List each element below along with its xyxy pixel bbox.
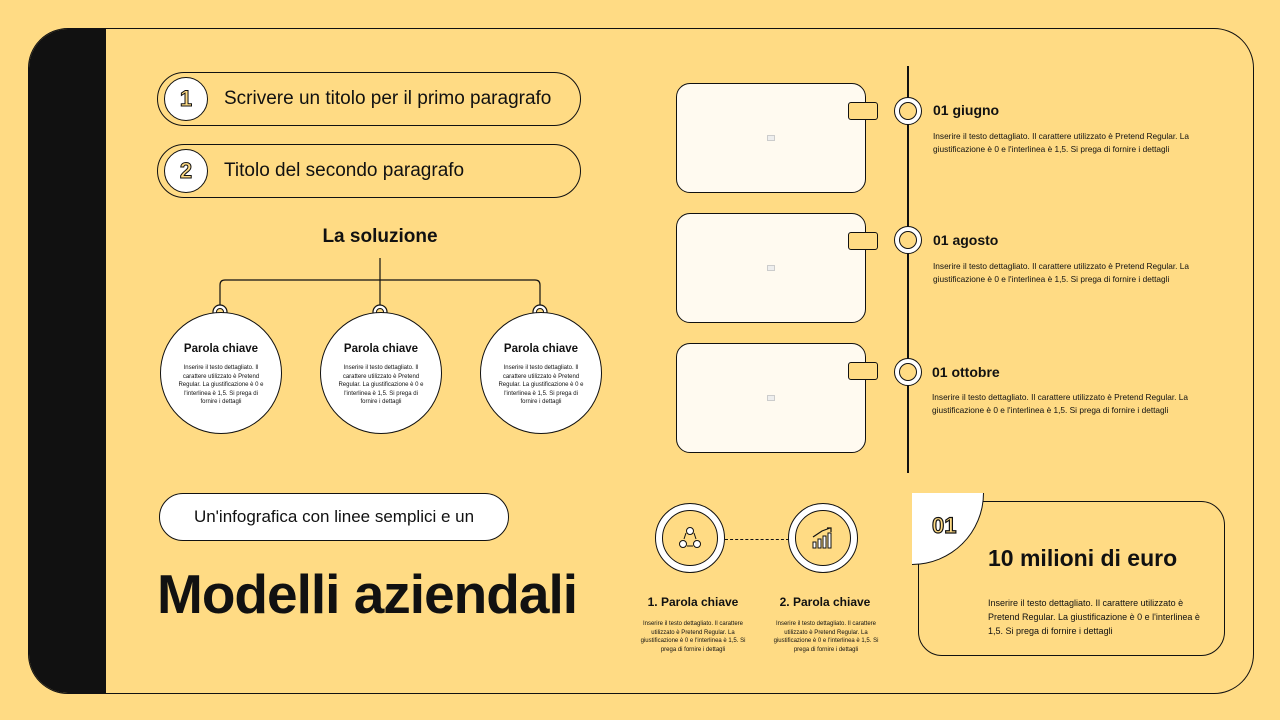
stat-number: 01 [932, 513, 957, 538]
stat-text: Inserire il testo dettagliato. Il carattere utilizzato è Pretend Regular. La giustificazione è 0 e l'interlinea è 1,5. Si prega di fornire i dettagli [988, 598, 1200, 636]
timeline-date-2: 01 agosto [933, 232, 999, 248]
growth-chart-icon [810, 525, 836, 551]
timeline-tab [848, 102, 878, 120]
solution-circle-3 [480, 312, 602, 434]
solution-item-text: Inserire il testo dettagliato. Il carattere utilizzato è Pretend Regular. La giustificazione è 0 e l'interlinea è 1,5. Si prega di fornire i dettagli [178, 365, 264, 405]
keyword-text-1: Inserire il testo dettagliato. Il carattere utilizzato è Pretend Regular. La giustificazione è 0 e l'interlinea è 1,5. Si prega di fornire i dettagli [640, 621, 746, 653]
timeline-tab [848, 232, 878, 250]
keyword-circle-1 [655, 503, 725, 573]
solution-item-title: Parola chiave [183, 343, 259, 355]
step-number-1: 1 [164, 77, 208, 121]
timeline-text-2: Inserire il testo dettagliato. Il carattere utilizzato è Pretend Regular. La giustificazione è 0 e l'interlinea è 1,5. Si prega di fornire i dettagli [933, 261, 1189, 284]
keyword-circle-2 [788, 503, 858, 573]
timeline-text-1: Inserire il testo dettagliato. Il carattere utilizzato è Pretend Regular. La giustificazione è 0 e l'interlinea è 1,5. Si prega di fornire i dettagli [933, 131, 1189, 154]
money-cycle-icon [677, 525, 703, 551]
image-icon [767, 135, 775, 141]
timeline-text-3: Inserire il testo dettagliato. Il carattere utilizzato è Pretend Regular. La giustificazione è 0 e l'interlinea è 1,5. Si prega di fornire i dettagli [932, 392, 1188, 415]
keyword-title-2: 2. Parola chiave [779, 595, 871, 609]
timeline-tab [848, 362, 878, 380]
page-title: Modelli aziendali [157, 563, 578, 625]
step-pill-1 [157, 72, 581, 126]
image-placeholder-1 [676, 83, 866, 193]
timeline-date-1: 01 giugno [933, 102, 1000, 118]
black-spine [29, 29, 106, 693]
keyword-connector [725, 539, 789, 540]
subtitle-pill: Un'infografica con linee semplici e un [159, 493, 509, 541]
image-placeholder-3 [676, 343, 866, 453]
solution-item-title: Parola chiave [343, 343, 419, 355]
timeline-date-3: 01 ottobre [932, 364, 1000, 380]
timeline-dot [894, 226, 922, 254]
step-label-1: Scrivere un titolo per il primo paragrafo [224, 88, 552, 109]
solution-circle-2 [320, 312, 442, 434]
image-icon [767, 395, 775, 401]
step-pill-2 [157, 144, 581, 198]
timeline-line [907, 66, 909, 473]
solution-title: La soluzione [322, 226, 438, 247]
solution-circle-1 [160, 312, 282, 434]
step-number-2: 2 [164, 149, 208, 193]
image-placeholder-2 [676, 213, 866, 323]
keyword-text-2: Inserire il testo dettagliato. Il carattere utilizzato è Pretend Regular. La giustificazione è 0 e l'interlinea è 1,5. Si prega di fornire i dettagli [773, 621, 879, 653]
solution-item-text: Inserire il testo dettagliato. Il carattere utilizzato è Pretend Regular. La giustificazione è 0 e l'interlinea è 1,5. Si prega di fornire i dettagli [338, 365, 424, 405]
timeline-dot [894, 97, 922, 125]
solution-item-text: Inserire il testo dettagliato. Il carattere utilizzato è Pretend Regular. La giustificazione è 0 e l'interlinea è 1,5. Si prega di fornire i dettagli [498, 365, 584, 405]
keyword-title-1: 1. Parola chiave [647, 595, 739, 609]
image-icon [767, 265, 775, 271]
step-label-2: Titolo del secondo paragrafo [224, 160, 465, 181]
timeline-dot [894, 358, 922, 386]
stat-value: 10 milioni di euro [988, 545, 1178, 571]
solution-item-title: Parola chiave [503, 343, 579, 355]
